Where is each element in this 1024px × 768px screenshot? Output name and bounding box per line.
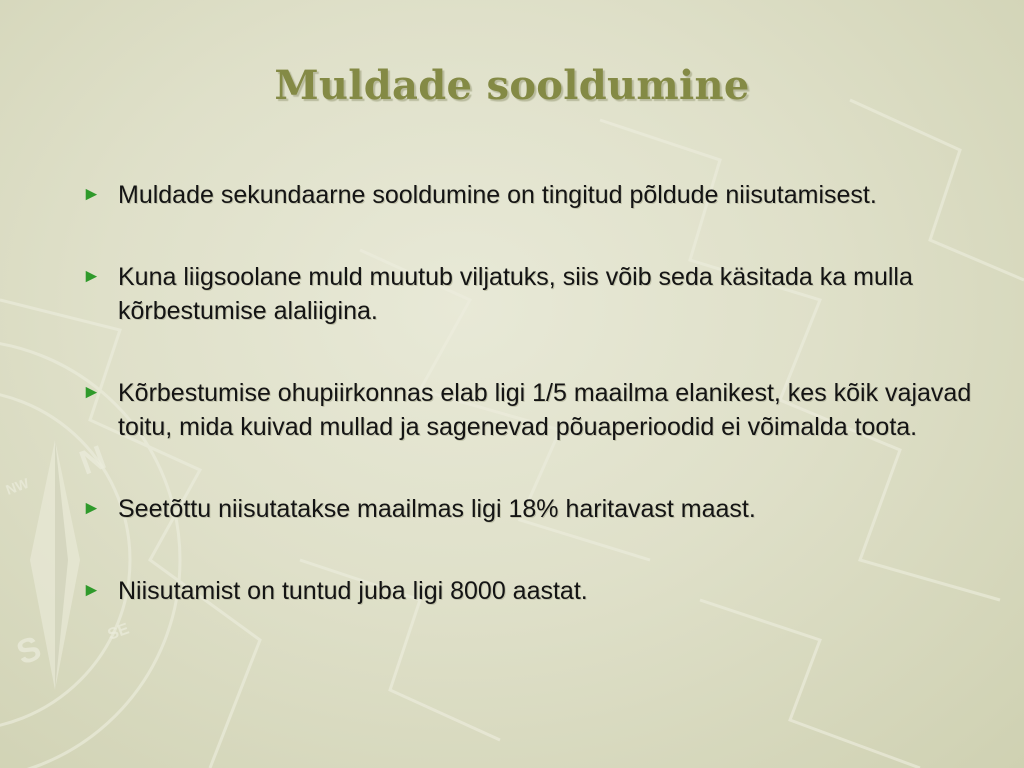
bullet-item	[80, 574, 980, 608]
bullet-arrow-icon: ►	[82, 580, 101, 601]
slide-title: Muldade sooldumine	[274, 62, 750, 109]
svg-text:NW: NW	[3, 474, 31, 498]
bullet-arrow-icon: ►	[82, 498, 101, 519]
bullet-text: Niisutamist on tuntud juba ligi 8000 aastat.	[118, 577, 588, 605]
bullet-item	[80, 492, 980, 526]
bullet-arrow-icon: ►	[82, 266, 101, 287]
svg-text:SE: SE	[105, 620, 132, 644]
svg-text:N: N	[74, 438, 111, 483]
bullet-arrow-icon: ►	[82, 382, 101, 403]
bullet-item	[80, 376, 980, 444]
bullet-text: Kuna liigsoolane muld muutub viljatuks, siis võib seda käsitada ka mulla kõrbestumise alaliigina.	[118, 263, 913, 325]
bullet-text: Seetõttu niisutatakse maailmas ligi 18% haritavast maast.	[118, 495, 756, 523]
bullet-text: Kõrbestumise ohupiirkonnas elab ligi 1/5 maailma elanikest, kes kõik vajavad toitu, mida kuivad mullad ja sagenevad põuaperioodid ei võimalda toota.	[118, 379, 972, 441]
bullet-item	[80, 178, 980, 212]
bullet-item	[80, 260, 980, 328]
bullet-text: Muldade sekundaarne sooldumine on tingitud põldude niisutamisest.	[118, 181, 877, 209]
bullet-arrow-icon: ►	[82, 184, 101, 205]
svg-text:S: S	[11, 629, 47, 673]
bullet-list	[80, 178, 980, 608]
